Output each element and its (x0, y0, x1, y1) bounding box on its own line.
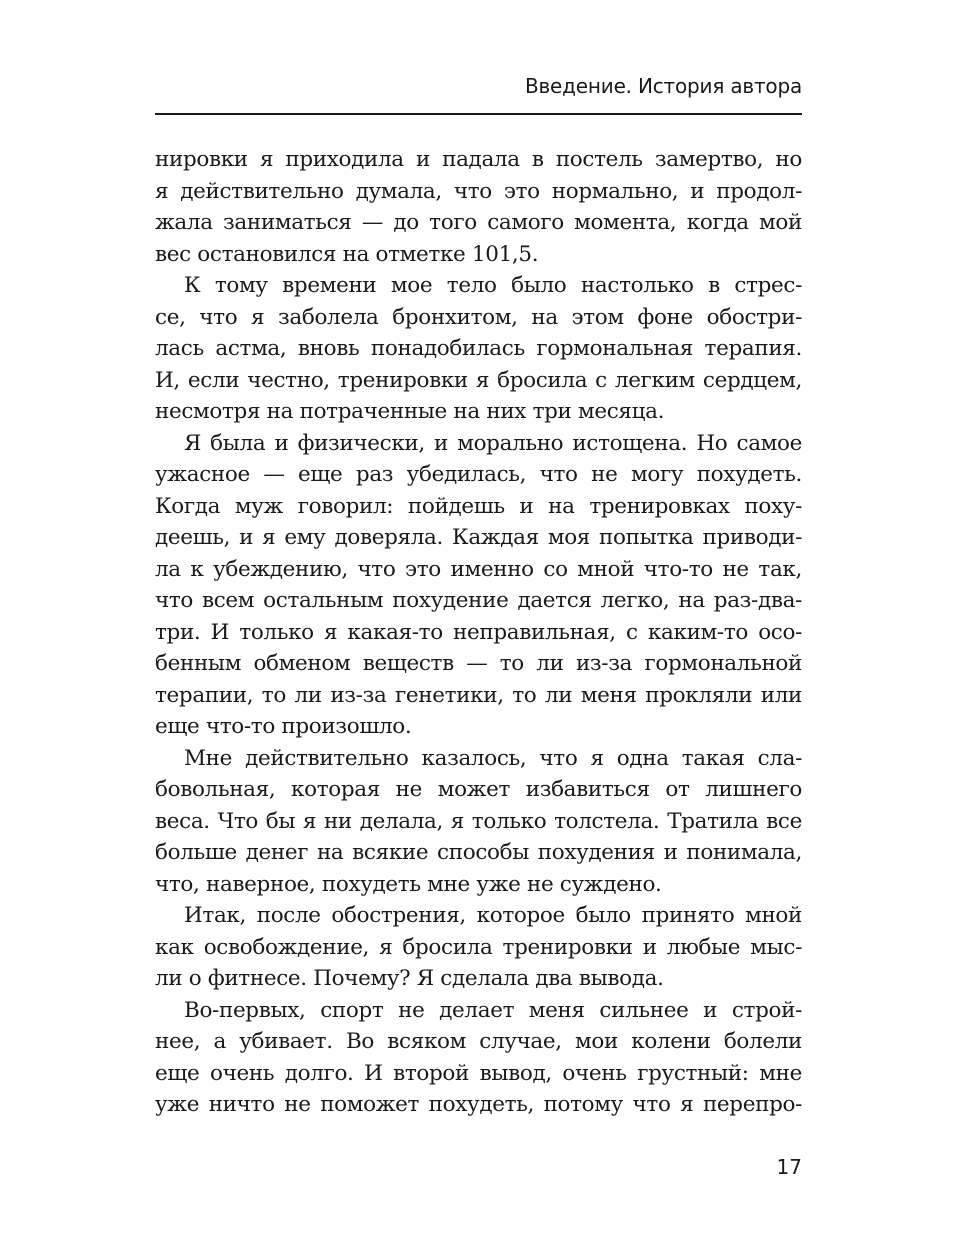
text-line: Когда муж говорил: пойдешь и на тренировках поху- (155, 493, 802, 519)
text-line: больше денег на всякие способы похудения и понимала, (155, 840, 802, 865)
text-line: я действительно думала, что это нормально, и продол- (155, 178, 802, 204)
paragraph-first-line: Во-первых, спорт не делает меня сильнее и строй- (184, 997, 802, 1023)
paragraph-first-line: Я была и физически, и морально истощена. Но самое (184, 430, 802, 456)
text-line: нее, а убивает. Во всяком случае, мои колени болели (155, 1029, 802, 1054)
text-line: нировки я приходила и падала в постель замертво, но (155, 147, 802, 172)
text-line: ужасное — еще раз убедилась, что не могу похудеть. (155, 462, 802, 487)
text-line: три. И только я какая-то неправильная, с каким-то осо- (155, 619, 802, 645)
page-number: 17 (776, 1155, 802, 1179)
text-line: жала заниматься — до того самого момента, когда мой (155, 210, 802, 235)
text-line: что, наверное, похудеть мне уже не суждено. (155, 871, 662, 897)
text-line: что всем остальным похудение дается легко, на раз-два- (155, 588, 802, 613)
paragraph-first-line: Мне действительно казалось, что я одна такая сла- (184, 745, 802, 771)
paragraph-first-line: Итак, после обострения, которое было принято мной (184, 903, 802, 928)
text-line: се, что я заболела бронхитом, на этом фоне обостри- (155, 304, 802, 330)
text-line: несмотря на потраченные на них три месяца. (155, 399, 665, 424)
text-line: еще что-то произошло. (155, 714, 412, 739)
text-line: И, если честно, тренировки я бросила с легким сердцем, (155, 367, 802, 393)
body-text (155, 144, 802, 1121)
paragraph-first-line: К тому времени мое тело было настолько в стрес- (184, 273, 802, 298)
text-line: деешь, и я ему доверяла. Каждая моя попытка приводи- (155, 525, 802, 550)
text-line: вес остановился на отметке 101,5. (155, 241, 539, 267)
text-line: бовольная, которая не может избавиться от лишнего (155, 777, 802, 802)
text-line: ли о фитнесе. Почему? Я сделала два вывода. (155, 966, 664, 991)
text-line: уже ничто не поможет похудеть, потому что я перепро- (155, 1092, 802, 1117)
text-line: бенным обменом веществ — то ли из-за гормональной (155, 651, 802, 676)
text-line: ла к убеждению, что это именно со мной что-то не так, (155, 556, 802, 582)
text-line: еще очень долго. И второй вывод, очень грустный: мне (155, 1060, 802, 1086)
running-header-title: Введение. История автора (524, 74, 802, 98)
text-line: как освобождение, я бросила тренировки и любые мыс- (155, 934, 802, 960)
header-rule (155, 113, 802, 115)
text-line: лась астма, вновь понадобилась гормональная терапия. (155, 336, 802, 361)
text-line: веса. Что бы я ни делала, я только толстела. Тратила все (155, 808, 802, 834)
text-line: терапии, то ли из-за генетики, то ли меня прокляли или (155, 682, 802, 708)
